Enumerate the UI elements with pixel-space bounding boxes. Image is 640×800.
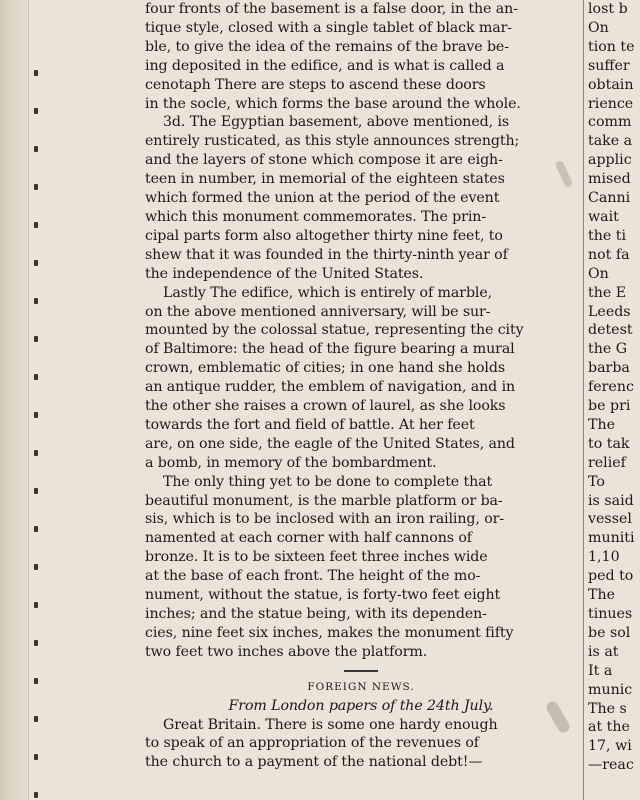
text-line: which this monument commemorates. The prin-: [145, 208, 487, 225]
fragment-line: Leeds: [588, 303, 631, 320]
text-line: and the layers of stone which compose it are eigh-: [145, 152, 503, 169]
fragment-line: take a: [588, 133, 633, 150]
column-rule: [583, 0, 584, 800]
text-line: a bomb, in memory of the bombardment.: [145, 454, 437, 471]
text-line: The only thing yet to be done to complete that: [163, 473, 493, 490]
text-line: two feet two inches above the platform.: [145, 643, 428, 660]
stitch-mark: [34, 374, 38, 380]
text-line: namented at each corner with half cannons of: [145, 530, 472, 547]
stitch-mark: [34, 412, 38, 418]
fragment-line: relief: [588, 454, 626, 471]
stitch-mark: [34, 146, 38, 152]
text-line: towards the fort and field of battle. At her feet: [145, 416, 475, 433]
text-line: cies, nine feet six inches, makes the monument fifty: [145, 624, 514, 641]
page-binding-edge: [0, 0, 29, 800]
section-divider: [344, 670, 378, 672]
fragment-line: —reac: [588, 757, 634, 774]
fragment-line: The: [588, 416, 615, 433]
stitch-mark: [34, 678, 38, 684]
fragment-line: applic: [588, 152, 632, 169]
stitch-mark: [34, 260, 38, 266]
fragment-line: to tak: [588, 435, 630, 452]
fragment-line: ferenc: [588, 379, 634, 396]
fragment-line: be sol: [588, 624, 631, 641]
fragment-line: tion te: [588, 38, 635, 55]
text-line: four fronts of the basement is a false door, in the an-: [145, 1, 518, 17]
text-line: shew that it was founded in the thirty-ninth year of: [145, 246, 508, 263]
fragment-line: wait: [588, 208, 619, 225]
text-line: bronze. It is to be sixteen feet three inches wide: [145, 549, 488, 566]
stitch-mark: [34, 716, 38, 722]
text-line: at the base of each front. The height of the mo-: [145, 568, 481, 585]
text-line: on the above mentioned anniversary, will be sur-: [145, 303, 491, 320]
text-line: of Baltimore: the head of the figure bearing a mural: [145, 341, 515, 358]
stitch-mark: [34, 754, 38, 760]
text-line: the independence of the United States.: [145, 265, 424, 282]
stitch-mark: [34, 184, 38, 190]
fragment-line: is said: [588, 492, 634, 509]
fragment-line: 17, wi: [588, 738, 632, 755]
text-line: beautiful monument, is the marble platform or ba-: [145, 492, 503, 509]
fragment-line: is at: [588, 643, 619, 660]
fragment-line: muniti: [588, 530, 635, 547]
text-line: are, on one side, the eagle of the United States, and: [145, 435, 515, 452]
fragment-line: lost b: [588, 1, 628, 17]
fragment-line: Canni: [588, 190, 631, 207]
fragment-line: On: [588, 265, 609, 282]
article-paragraph-1: [145, 0, 577, 113]
text-line: cipal parts form also altogether thirty nine feet, to: [145, 227, 503, 244]
text-line: in the socle, which forms the base around the whole.: [145, 95, 521, 112]
fragment-line: the ti: [588, 227, 626, 244]
article-paragraph-3: [145, 284, 577, 473]
dateline-subheading: From London papers of the 24th July.: [228, 697, 494, 714]
fragment-line: obtain: [588, 76, 634, 93]
fragment-line: tinues: [588, 606, 633, 622]
fragment-line: It a: [588, 662, 613, 679]
stitch-mark: [34, 640, 38, 646]
fragment-line: On: [588, 19, 609, 36]
stitch-mark: [34, 70, 38, 76]
fragment-line: ped to: [588, 568, 634, 585]
article-paragraph-2: [145, 113, 577, 283]
fragment-line: at the: [588, 719, 630, 736]
fragment-line: barba: [588, 360, 630, 377]
stitch-mark: [34, 792, 38, 798]
text-line: ble, to give the idea of the remains of the brave be-: [145, 38, 509, 55]
text-line: sis, which is to be inclosed with an iron railing, or-: [145, 511, 505, 528]
article-paragraph-4: [145, 473, 577, 662]
fragment-line: the E: [588, 284, 627, 301]
stitch-mark: [34, 222, 38, 228]
fragment-line: The s: [588, 700, 627, 717]
text-line: nument, without the statue, is forty-two feet eight: [145, 587, 501, 604]
fragment-line: vessel: [588, 511, 632, 528]
text-line: mounted by the colossal statue, representing the city: [145, 322, 524, 339]
fragment-line: detest: [588, 322, 633, 339]
section-heading: FOREIGN NEWS.: [307, 680, 415, 693]
text-line: 3d. The Egyptian basement, above mentioned, is: [163, 114, 510, 131]
stitch-mark: [34, 602, 38, 608]
text-line: the church to a payment of the national debt!—: [145, 754, 483, 771]
text-line: which formed the union at the period of the event: [145, 190, 500, 207]
main-article-column: [145, 0, 577, 800]
text-line: cenotaph There are steps to ascend these doors: [145, 76, 486, 93]
text-line: ing deposited in the edifice, and is what is called a: [145, 57, 505, 74]
fragment-line: To: [588, 473, 605, 490]
right-column-fragments: [588, 0, 640, 800]
text-line: tique style, closed with a single tablet of black mar-: [145, 19, 512, 36]
article-paragraph-5: [145, 716, 577, 773]
fragment-line: suffer: [588, 57, 630, 74]
fragment-line: the G: [588, 341, 628, 358]
fragment-line: munic: [588, 681, 633, 698]
text-line: an antique rudder, the emblem of navigation, and in: [145, 379, 516, 396]
stitch-mark: [34, 108, 38, 114]
text-line: Great Britain. There is some one hardy enough: [163, 716, 498, 733]
text-line: to speak of an appropriation of the revenues of: [145, 735, 479, 752]
stitch-mark: [34, 450, 38, 456]
text-line: teen in number, in memorial of the eighteen states: [145, 171, 505, 188]
stitch-mark: [34, 526, 38, 532]
fragment-line: 1,10: [588, 549, 620, 566]
fragment-line: not fa: [588, 246, 630, 263]
stitch-mark: [34, 488, 38, 494]
fragment-line: be pri: [588, 398, 631, 415]
text-line: the other she raises a crown of laurel, as she looks: [145, 398, 506, 415]
stitch-mark: [34, 298, 38, 304]
fragment-line: mised: [588, 171, 631, 188]
text-line: crown, emblematic of cities; in one hand she holds: [145, 360, 506, 377]
text-line: Lastly The edifice, which is entirely of marble,: [163, 284, 493, 301]
text-line: entirely rusticated, as this style announces strength;: [145, 133, 520, 150]
stitch-mark: [34, 336, 38, 342]
fragment-line: rience: [588, 95, 634, 112]
fragment-line: comm: [588, 114, 632, 131]
fragment-line: The: [588, 587, 615, 604]
stitch-mark: [34, 564, 38, 570]
text-line: inches; and the statue being, with its dependen-: [145, 606, 487, 622]
